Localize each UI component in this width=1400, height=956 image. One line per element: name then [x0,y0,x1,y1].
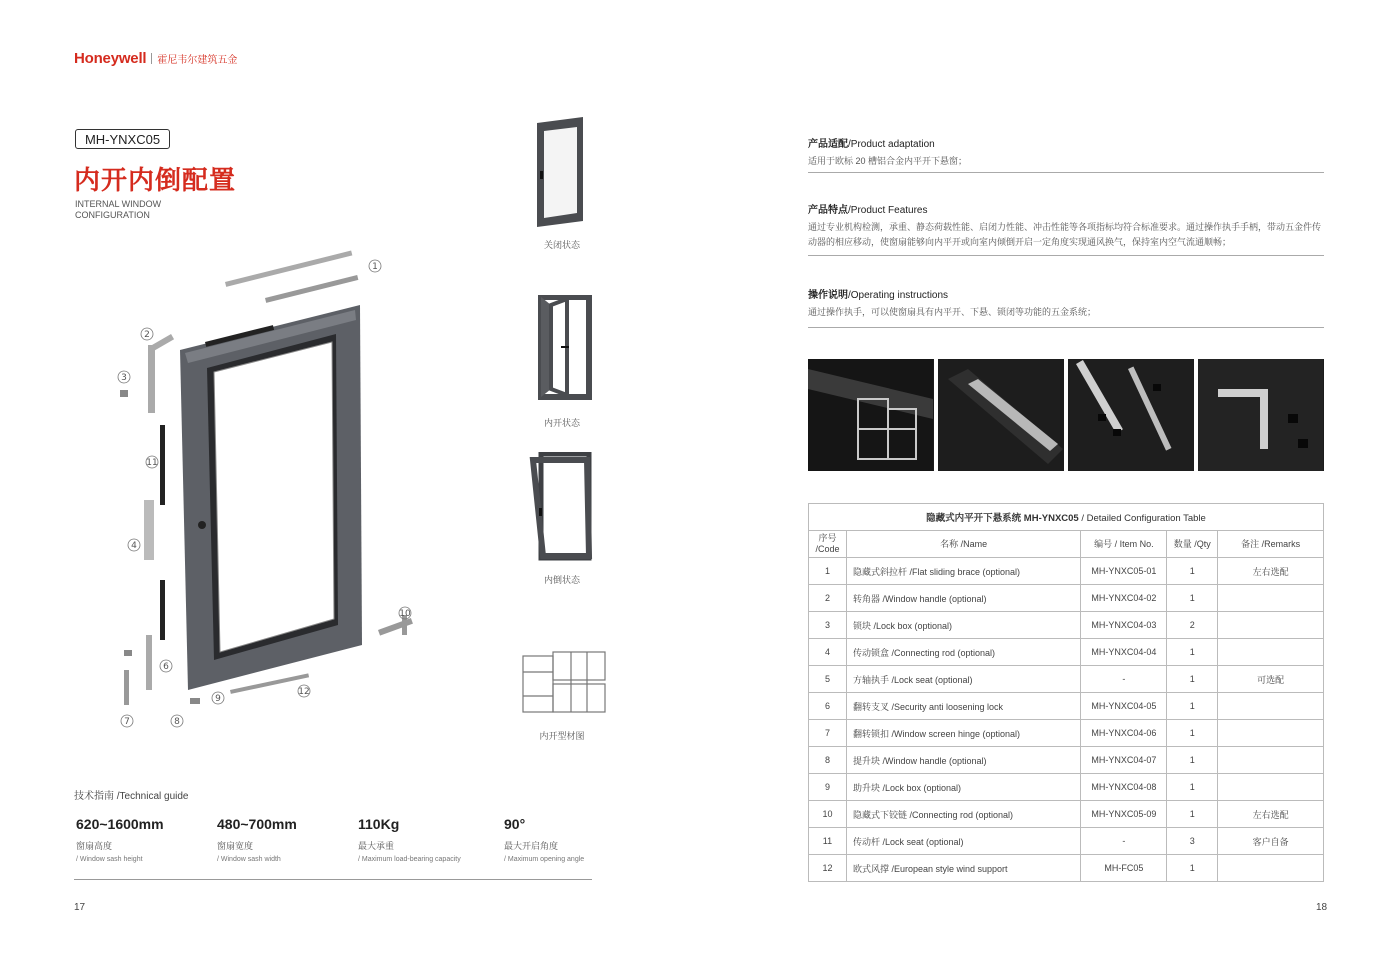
cell-name: 翻转锁扣 /Window screen hinge (optional) [846,720,1080,747]
cell-name: 传动锁盒 /Connecting rod (optional) [846,639,1080,666]
cell-remarks: 左右选配 [1218,801,1324,828]
cell-item: - [1081,666,1167,693]
subtitle-line-1: INTERNAL WINDOW [75,199,162,209]
state-profile [507,648,617,742]
spec-value: 90° [504,816,526,832]
table-row [809,828,1324,855]
photo-corner-hinge [1198,359,1324,471]
inward-open-window-image [507,295,617,405]
callout-3: 3 [121,373,127,383]
cell-qty: 1 [1167,693,1218,720]
cell-qty: 2 [1167,612,1218,639]
divider [808,172,1324,173]
table-row [809,801,1324,828]
cell-qty: 1 [1167,558,1218,585]
page-number-left: 17 [74,902,86,913]
cell-item: MH-FC05 [1081,855,1167,882]
cell-qty: 1 [1167,774,1218,801]
section-operating-instructions [808,286,1324,320]
section-body: 通过操作执手，可以使窗扇具有内平开、下悬、锁闭等功能的五金系统； [808,307,1097,317]
spec-value: 110Kg [358,816,400,832]
spec-value: 480~700mm [217,816,297,832]
cell-name: 方轴执手 /Lock seat (optional) [846,666,1080,693]
spec-label-en: / Window sash height [76,856,143,863]
table-row [809,612,1324,639]
callout-2: 2 [144,330,150,340]
section-product-features [808,201,1324,250]
callout-11: 11 [146,458,158,468]
brand-subtitle: 霍尼韦尔建筑五金 [157,55,238,66]
callout-1: 1 [372,262,378,272]
cell-item: MH-YNXC04-03 [1081,612,1167,639]
page-number-right: 18 [1316,902,1328,913]
cell-name: 隐藏式下铰链 /Connecting rod (optional) [846,801,1080,828]
cell-qty: 1 [1167,801,1218,828]
header-name: 名称 /Name [846,531,1080,558]
cell-remarks [1218,585,1324,612]
callout-9: 9 [215,694,221,704]
cell-code: 8 [809,747,847,774]
spec-label-en: / Window sash width [217,856,281,863]
heading-en: /Product Features [848,205,928,216]
state-label-closed: 关闭状态 [543,240,580,250]
divider [808,255,1324,256]
window-glass [214,342,334,652]
cell-name: 翻转支叉 /Security anti loosening lock [846,693,1080,720]
cell-code: 10 [809,801,847,828]
callout-10: 10 [399,609,411,619]
model-badge: MH-YNXC05 [75,129,170,149]
cell-item: MH-YNXC04-08 [1081,774,1167,801]
spec-label-en: / Maximum load-bearing capacity [358,856,461,863]
cell-code: 1 [809,558,847,585]
cell-qty: 1 [1167,639,1218,666]
exploded-hardware-diagram [110,250,440,740]
table-row [809,747,1324,774]
callout-8: 8 [174,717,180,727]
spec-max-angle [504,816,644,863]
cell-name: 锁块 /Lock box (optional) [846,612,1080,639]
brand-divider [151,53,152,64]
callout-7: 7 [124,717,130,727]
cell-qty: 1 [1167,855,1218,882]
spec-sash-width [217,816,357,863]
cell-name: 传动杆 /Lock seat (optional) [846,828,1080,855]
state-label-tilt: 内倒状态 [543,575,580,585]
table-row [809,720,1324,747]
config-table [808,503,1324,882]
cell-name: 助升块 /Lock box (optional) [846,774,1080,801]
cell-item: MH-YNXC04-07 [1081,747,1167,774]
state-inward-open [507,295,617,429]
spec-label-en: / Maximum opening angle [504,856,585,863]
heading-cn: 产品特点 [808,205,848,216]
caption-en: / Detailed Configuration Table [1078,513,1206,524]
table-row [809,693,1324,720]
cell-code: 4 [809,639,847,666]
brand-name: Honeywell [74,50,147,67]
cell-remarks [1218,747,1324,774]
callout-4: 4 [131,541,137,551]
header-remarks: 备注 /Remarks [1218,531,1324,558]
cell-item: MH-YNXC05-01 [1081,558,1167,585]
state-label-inward-open: 内开状态 [543,418,580,428]
cell-code: 11 [809,828,847,855]
cell-remarks [1218,774,1324,801]
cell-remarks: 客户自备 [1218,828,1324,855]
section-body: 适用于欧标 20 槽铝合金内平开下悬窗； [808,156,968,166]
section-heading [808,286,1324,301]
divider [808,327,1324,328]
cell-qty: 1 [1167,585,1218,612]
cell-remarks [1218,639,1324,666]
subtitle-line-2: CONFIGURATION [75,210,150,220]
heading-en: /Product adaptation [848,139,935,150]
page-subtitle [75,199,195,221]
state-closed [507,117,617,251]
callout-12: 12 [298,687,310,697]
table-row [809,774,1324,801]
product-photos [808,359,1324,471]
cell-item: MH-YNXC05-09 [1081,801,1167,828]
cell-remarks [1218,693,1324,720]
cell-item: - [1081,828,1167,855]
cell-remarks: 可选配 [1218,666,1324,693]
heading-cn: 操作说明 [808,290,848,301]
cell-item: MH-YNXC04-02 [1081,585,1167,612]
cell-remarks: 左右选配 [1218,558,1324,585]
callout-6: 6 [163,662,169,672]
tech-guide-specs [74,816,592,880]
table-row [809,558,1324,585]
table-row [809,639,1324,666]
header-code: 序号 /Code [809,531,847,558]
cell-item: MH-YNXC04-06 [1081,720,1167,747]
profile-section-image [507,648,617,718]
heading-en: /Operating instructions [848,290,949,301]
cell-qty: 1 [1167,720,1218,747]
section-body: 通过专业机构检测，承重、静态荷载性能、启闭力性能、冲击性能等各项指标均符合标准要求。通过操作执手手柄，带动五金件传动器的相应移动，使窗扇能够向内平开或向室内倾倒开启一定角度实现通风换气，保持室内空气流通顺畅； [808,222,1322,247]
cell-qty: 1 [1167,747,1218,774]
closed-window-image [507,117,617,227]
spec-label-cn: 窗扇宽度 [217,841,254,851]
section-heading [808,135,1324,150]
spec-max-load [358,816,498,863]
cell-code: 6 [809,693,847,720]
cell-code: 9 [809,774,847,801]
table-row [809,585,1324,612]
cell-remarks [1218,855,1324,882]
table-caption-row [809,504,1324,531]
cell-name: 欧式风撑 /European style wind support [846,855,1080,882]
spec-sash-height [76,816,216,863]
header-item: 编号 / Item No. [1081,531,1167,558]
section-heading [808,201,1324,216]
photo-rod-closeup [938,359,1064,471]
handle-hole [198,521,206,529]
cell-item: MH-YNXC04-04 [1081,639,1167,666]
header-qty: 数量 /Qty [1167,531,1218,558]
state-label-profile: 内开型材图 [539,731,585,741]
cell-name: 转角器 /Window handle (optional) [846,585,1080,612]
brand-logo [74,50,237,67]
tech-guide-title: 技术指南 /Technical guide [74,791,189,802]
cell-code: 3 [809,612,847,639]
table-caption [809,504,1324,531]
tilt-window-image [507,452,617,562]
cell-item: MH-YNXC04-05 [1081,693,1167,720]
caption-bold: 隐藏式内平开下悬系统 MH-YNXC05 [926,513,1079,524]
cell-remarks [1218,612,1324,639]
spec-label-cn: 窗扇高度 [76,841,113,851]
cell-code: 12 [809,855,847,882]
table-row [809,855,1324,882]
cell-qty: 1 [1167,666,1218,693]
spec-value: 620~1600mm [76,816,164,832]
spec-label-cn: 最大开启角度 [504,841,559,851]
spec-label-cn: 最大承重 [358,841,395,851]
cell-code: 2 [809,585,847,612]
table-header-row [809,531,1324,558]
table-row [809,666,1324,693]
photo-hardware-parts [1068,359,1194,471]
cell-remarks [1218,720,1324,747]
cell-code: 5 [809,666,847,693]
page-title: 内开内倒配置 [74,165,237,195]
photo-profile-section [808,359,934,471]
cell-name: 隐藏式斜拉杆 /Flat sliding brace (optional) [846,558,1080,585]
cell-qty: 3 [1167,828,1218,855]
section-product-adaptation [808,135,1324,169]
heading-cn: 产品适配 [808,139,848,150]
cell-code: 7 [809,720,847,747]
cell-name: 提升块 /Window handle (optional) [846,747,1080,774]
state-tilt [507,452,617,586]
